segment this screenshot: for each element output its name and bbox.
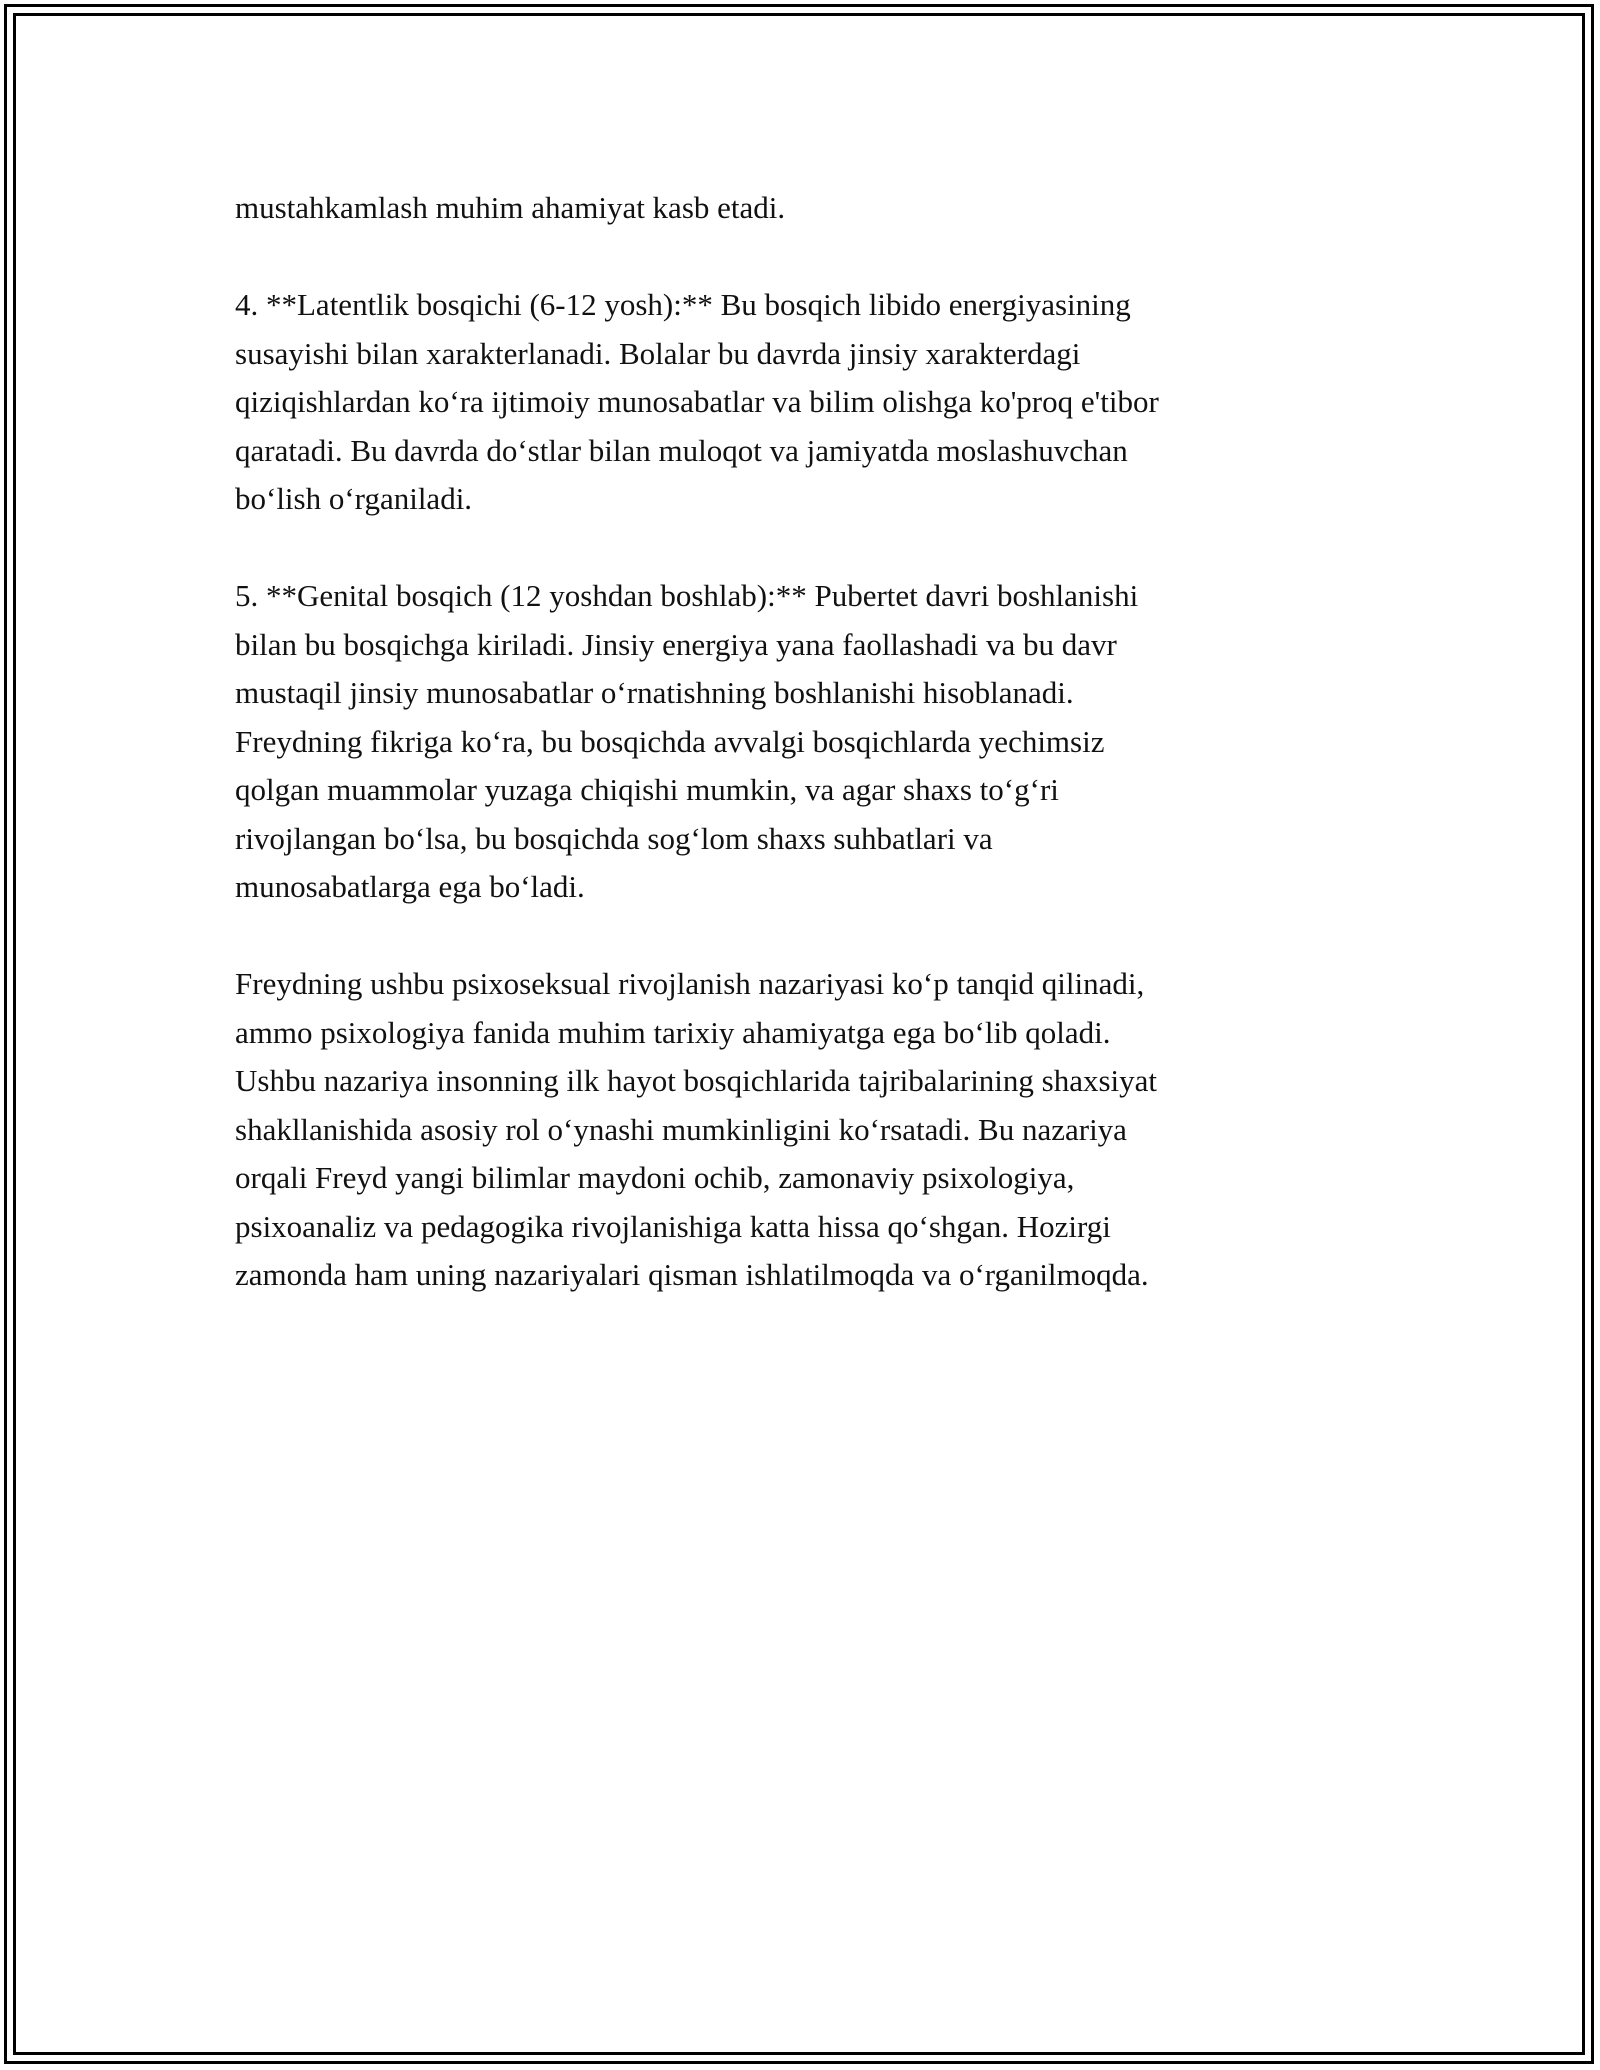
paragraph-latentlik-bosqichi bbox=[235, 281, 1345, 524]
text-line: zamonda ham uning nazariyalari qisman ishlatilmoqda va o‘rganilmoqda. bbox=[235, 1257, 1149, 1292]
text-line: bo‘lish o‘rganiladi. bbox=[235, 481, 473, 516]
text-line: qolgan muammolar yuzaga chiqishi mumkin, va agar shaxs to‘g‘ri bbox=[235, 772, 1059, 807]
text-line: psixoanaliz va pedagogika rivojlanishiga katta hissa qo‘shgan. Hozirgi bbox=[235, 1208, 1111, 1244]
text-line: mustahkamlash muhim ahamiyat kasb etadi. bbox=[235, 190, 786, 225]
text-line: susayishi bilan xarakterlanadi. Bolalar bu davrda jinsiy xarakterdagi bbox=[235, 335, 1081, 371]
text-line: ammo psixologiya fanida muhim tarixiy ahamiyatga ega bo‘lib qoladi. bbox=[235, 1014, 1111, 1050]
text-line: Freydning fikriga ko‘ra, bu bosqichda avvalgi bosqichlarda yechimsiz bbox=[235, 723, 1105, 759]
paragraph-continuation bbox=[235, 184, 1345, 233]
text-line: mustaqil jinsiy munosabatlar o‘rnatishning boshlanishi hisoblanadi. bbox=[235, 675, 1074, 710]
text-line: qiziqishlardan ko‘ra ijtimoiy munosabatlar va bilim olishga ko'proq e'tibor bbox=[235, 384, 1159, 419]
text-line: rivojlangan bo‘lsa, bu bosqichda sog‘lom shaxs suhbatlari va bbox=[235, 820, 993, 856]
document-body bbox=[235, 184, 1345, 1300]
text-line: qaratadi. Bu davrda do‘stlar bilan muloqot va jamiyatda moslashuvchan bbox=[235, 432, 1128, 468]
text-line: munosabatlarga ega bo‘ladi. bbox=[235, 869, 585, 904]
text-line: Ushbu nazariya insonning ilk hayot bosqichlarida tajribalarining shaxsiyat bbox=[235, 1063, 1158, 1098]
text-line: 4. **Latentlik bosqichi (6-12 yosh):** Bu bosqich libido energiyasining bbox=[235, 287, 1131, 322]
paragraph-conclusion bbox=[235, 960, 1345, 1300]
paragraph-genital-bosqich bbox=[235, 572, 1345, 912]
text-line: bilan bu bosqichga kiriladi. Jinsiy energiya yana faollashadi va bu davr bbox=[235, 626, 1117, 662]
text-line: Freydning ushbu psixoseksual rivojlanish nazariyasi ko‘p tanqid qilinadi, bbox=[235, 966, 1145, 1001]
text-line: 5. **Genital bosqich (12 yoshdan boshlab):** Pubertet davri boshlanishi bbox=[235, 578, 1139, 613]
text-line: shakllanishida asosiy rol o‘ynashi mumkinligini ko‘rsatadi. Bu nazariya bbox=[235, 1111, 1127, 1147]
text-line: orqali Freyd yangi bilimlar maydoni ochib, zamonaviy psixologiya, bbox=[235, 1160, 1075, 1195]
